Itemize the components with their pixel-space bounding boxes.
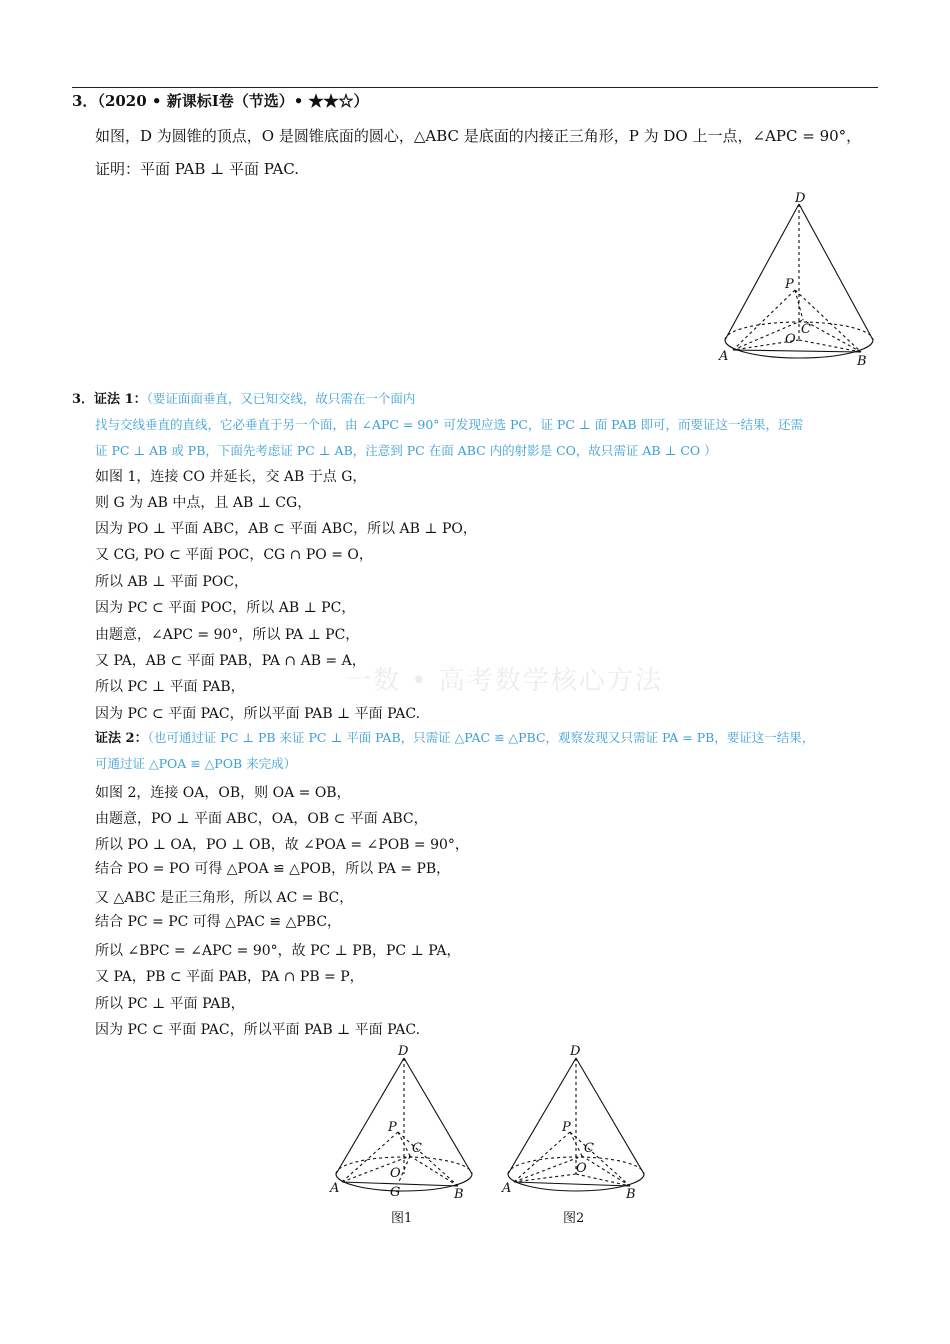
fig1-label-a: A: [330, 1181, 340, 1196]
step-2-10: 因为 PC ⊂ 平面 PAC，所以平面 PAB ⊥ 平面 PAC.: [95, 1022, 421, 1038]
top-rule: [72, 87, 878, 88]
step-2-9: 所以 PC ⊥ 平面 PAB，: [95, 996, 245, 1012]
hint-2-line-1: （也可通过证 PC ⊥ PB 来证 PC ⊥ 平面 PAB，只需证 △PAC ≌ △PBC，观察发现又只需证 PA = PB，要证这一结果，: [147, 730, 815, 745]
problem-number: 3．（2020 • 新课标Ⅰ卷（节选）• ★★☆）: [72, 92, 369, 110]
hint-1-line-3: 证 PC ⊥ AB 或 PB，下面先考虑证 PC ⊥ AB，注意到 PC 在面 ABC 内的射影是 CO，故只需证 AB ⊥ CO ）: [95, 443, 717, 458]
step-2-3: 所以 PO ⊥ OA，PO ⊥ OB，故 ∠POA = ∠POB = 90°，: [95, 837, 469, 853]
cone-figure-1: [328, 1042, 478, 1232]
fig2-label-c: C: [584, 1141, 594, 1156]
method-1-heading: 3．证法 1：（要证面面垂直，又已知交线，故只需在一个面内: [72, 391, 416, 407]
fig2-label-o: O: [576, 1161, 587, 1176]
method-2-label: 证法 2：: [95, 731, 148, 746]
fig2-label-b: B: [626, 1187, 636, 1202]
step-1-10: 因为 PC ⊂ 平面 PAC，所以平面 PAB ⊥ 平面 PAC.: [95, 706, 421, 722]
step-1-6: 因为 PC ⊂ 平面 POC，所以 AB ⊥ PC，: [95, 600, 356, 616]
step-1-9: 所以 PC ⊥ 平面 PAB，: [95, 679, 245, 695]
cone-figure-2: [500, 1042, 650, 1232]
step-2-1: 如图 2，连接 OA，OB，则 OA = OB，: [95, 785, 351, 801]
step-2-7: 所以 ∠BPC = ∠APC = 90°，故 PC ⊥ PB，PC ⊥ PA，: [95, 943, 461, 959]
method-2-heading: [95, 729, 814, 748]
label-d: D: [795, 191, 806, 206]
label-p: P: [785, 277, 794, 292]
fig2-label-p: P: [562, 1120, 571, 1135]
fig1-label-b: B: [454, 1187, 464, 1202]
fig1-label-p: P: [388, 1120, 397, 1135]
problem-source: （2020 • 新课标Ⅰ卷（节选）• ★★☆）: [97, 92, 369, 110]
step-1-5: 所以 AB ⊥ 平面 POC，: [95, 574, 248, 590]
fig1-label-c: C: [412, 1141, 422, 1156]
hint-1-line-1: （要证面面垂直，又已知交线，故只需在一个面内: [146, 391, 416, 406]
step-2-2: 由题意，PO ⊥ 平面 ABC，OA，OB ⊂ 平面 ABC，: [95, 811, 428, 827]
step-1-4: 又 CG, PO ⊂ 平面 POC，CG ∩ PO = O，: [95, 547, 373, 563]
problem-line-2: 证明：平面 PAB ⊥ 平面 PAC.: [95, 160, 300, 178]
step-2-8: 又 PA，PB ⊂ 平面 PAB，PA ∩ PB = P，: [95, 969, 364, 985]
fig2-label-a: A: [502, 1181, 512, 1196]
step-1-7: 由题意，∠APC = 90°，所以 PA ⊥ PC，: [95, 627, 360, 643]
fig1-label-d: D: [398, 1044, 409, 1059]
label-o: O: [785, 332, 796, 347]
label-b: B: [857, 354, 867, 369]
step-1-1: 如图 1，连接 CO 并延长，交 AB 于点 G，: [95, 469, 367, 485]
cone-figure-main: [715, 190, 885, 370]
fig1-caption: 图1: [391, 1211, 413, 1226]
label-c: C: [801, 322, 811, 337]
step-1-3: 因为 PO ⊥ 平面 ABC，AB ⊂ 平面 ABC，所以 AB ⊥ PO，: [95, 521, 477, 537]
method-1-label: 证法 1：: [94, 392, 147, 407]
step-1-2: 则 G 为 AB 中点，且 AB ⊥ CG，: [95, 495, 312, 511]
hint-1-line-2: 找与交线垂直的直线，它必垂直于另一个面，由 ∠APC = 90° 可发现应选 PC，证 PC ⊥ 面 PAB 即可，而要证这一结果，还需: [95, 417, 804, 432]
label-a: A: [719, 349, 729, 364]
step-1-8: 又 PA，AB ⊂ 平面 PAB，PA ∩ AB = A，: [95, 653, 366, 669]
fig2-caption: 图2: [563, 1211, 585, 1226]
fig1-label-o: O: [390, 1166, 401, 1181]
hint-2-line-2: 可通过证 △POA ≌ △POB 来完成）: [95, 756, 297, 771]
problem-line-1: 如图，D 为圆锥的顶点，O 是圆锥底面的圆心，△ABC 是底面的内接正三角形，P 为 DO 上一点，∠APC = 90°，: [95, 127, 862, 145]
fig1-label-g: G: [390, 1185, 401, 1200]
step-2-4: 结合 PO = PO 可得 △POA ≌ △POB，所以 PA = PB，: [95, 861, 451, 877]
watermark: 一数 • 高考数学核心方法: [345, 666, 663, 696]
step-2-6: 结合 PC = PC 可得 △PAC ≌ △PBC，: [95, 914, 342, 930]
fig2-label-d: D: [570, 1044, 581, 1059]
step-2-5: 又 △ABC 是正三角形，所以 AC = BC，: [95, 890, 354, 906]
